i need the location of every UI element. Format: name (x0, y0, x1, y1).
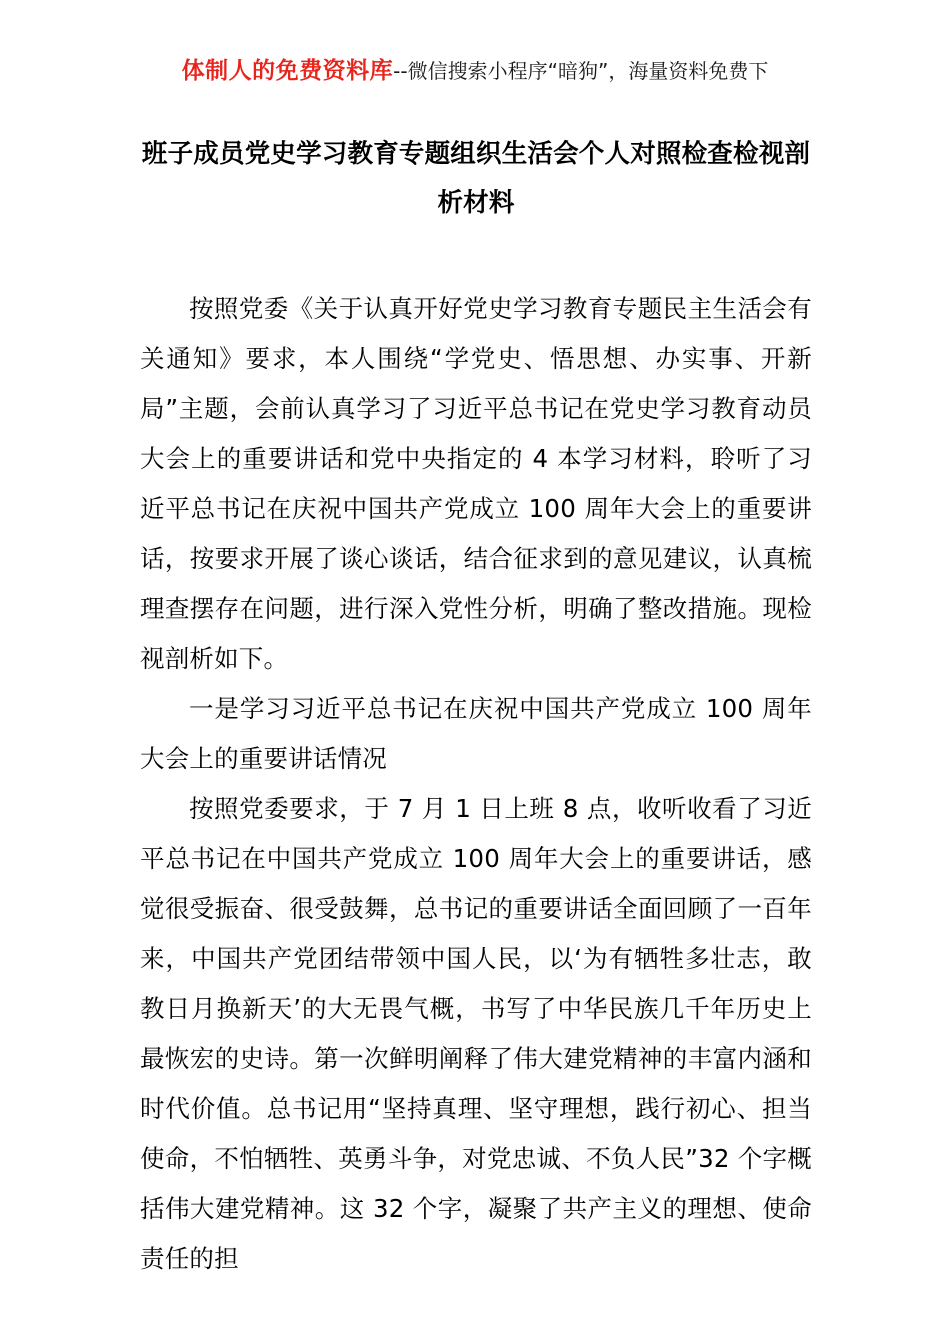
banner-tail-text: --微信搜索小程序“暗狗”，海量资料免费下 (393, 59, 769, 83)
title-spacer (140, 228, 812, 284)
page-title: 班子成员党史学习教育专题组织生活会个人对照检查检视剖析材料 (141, 139, 811, 218)
banner-brand-text: 体制人的免费资料库 (181, 58, 394, 84)
paragraph-2: 一是学习习近平总书记在庆祝中国共产党成立 100 周年大会上的重要讲话情况 (140, 694, 812, 773)
paragraph-3: 按照党委要求，于 7 月 1 日上班 8 点，收听收看了习近平总书记在中国共产党成立 100 周年大会上的重要讲话，感觉很受振奋、很受鼓舞，总书记的重要讲话全面回顾了一百年来，中国共产党团结带领中国人民，以‘为有牺牲多壮志，敢教日月换新天’的大无畏气概，书写了中华民族几千年历史上最恢宏的史诗。第一次鲜明阐释了伟大建党精神的丰富内涵和时代价值。总书记用“坚持真理、坚守理想，践行初心、担当使命，不怕牺牲、英勇斗争，对党忠诚、不负人民”32 个字概括伟大建党精神。这 32 个字，凝聚了共产主义的理想、使命责任的担 (140, 794, 812, 1273)
watermark-banner (0, 56, 950, 86)
paragraph-1: 按照党委《关于认真开好党史学习教育专题民主生活会有关通知》要求，本人围绕“学党史、悟思想、办实事、开新局”主题，会前认真学习了习近平总书记在党史学习教育动员大会上的重要讲话和党中央指定的 4 本学习材料，聆听了习近平总书记在庆祝中国共产党成立 100 周年大会上的重要讲话，按要求开展了谈心谈话，结合征求到的意见建议，认真梳理查摆存在问题，进行深入党性分析，明确了整改措施。现检视剖析如下。 (140, 294, 812, 673)
document-body (140, 130, 812, 1284)
